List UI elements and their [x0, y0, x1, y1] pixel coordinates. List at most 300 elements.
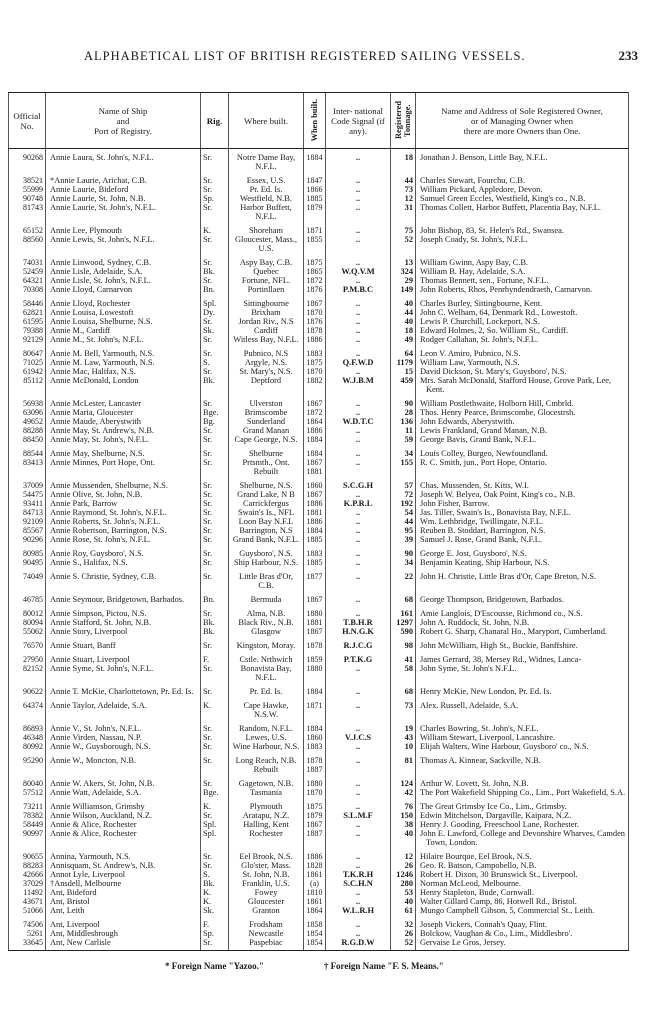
owner-cell — [416, 408, 629, 417]
code-signal-cell — [326, 394, 391, 408]
ship-name-cell — [46, 733, 201, 742]
year-built: 1867 — [306, 627, 323, 636]
year-built-cell — [304, 194, 326, 203]
where-built: Kingston, Moray. — [236, 641, 296, 650]
official-no: 80985 — [23, 549, 43, 558]
code-signal: W.L.R.H — [341, 906, 375, 915]
rig-cell — [201, 774, 229, 788]
official-no-cell — [9, 915, 46, 929]
official-no: 88544 — [23, 449, 43, 458]
code-signal: .. — [355, 802, 361, 811]
where-built-cell — [229, 317, 304, 326]
official-no: 42666 — [23, 870, 43, 879]
year-built: 1886 — [306, 517, 323, 526]
table-row — [9, 185, 629, 194]
owner-cell — [416, 367, 629, 376]
where-built-cell — [229, 171, 304, 185]
table-row — [9, 929, 629, 938]
ship-name: Annie Lisle, Adelaide, S.A. — [50, 267, 143, 276]
year-built: 1885 — [306, 194, 323, 203]
rig: Sr. — [203, 852, 213, 861]
owner-cell — [416, 294, 629, 308]
owner: Charles Bowring, St. John's, N.F.L. — [420, 724, 539, 733]
code-signal-cell — [326, 938, 391, 951]
table-row — [9, 253, 629, 267]
where-built-cell — [229, 774, 304, 788]
where-built: Paspebiac — [249, 938, 283, 947]
official-no-cell — [9, 627, 46, 636]
owner: Joseph Vickers, Connah's Quay, Flint. — [420, 920, 548, 929]
official-no: 61942 — [23, 367, 43, 376]
ship-name-cell — [46, 171, 201, 185]
year-built: 1881 — [306, 618, 323, 627]
rig: Bge. — [203, 788, 219, 797]
code-signal-cell — [326, 444, 391, 458]
rig: Bk. — [203, 267, 215, 276]
code-signal-cell — [326, 285, 391, 294]
owner-cell — [416, 742, 629, 751]
tonnage: 40 — [404, 317, 413, 326]
tonnage-cell — [391, 508, 416, 517]
official-no-cell — [9, 367, 46, 376]
ship-name: *Annie Laurie, Arichat, C.B. — [50, 176, 147, 185]
where-built-cell — [229, 253, 304, 267]
rig: Sr. — [203, 399, 213, 408]
ship-name-cell — [46, 358, 201, 367]
year-built-cell — [304, 861, 326, 870]
tonnage-cell — [391, 426, 416, 435]
where-built-cell — [229, 149, 304, 172]
footnotes — [8, 961, 628, 971]
year-built: 1855 — [306, 235, 323, 244]
year-built: 1872 — [306, 408, 323, 417]
owner-cell — [416, 535, 629, 544]
tonnage-cell — [391, 627, 416, 636]
rig: K. — [203, 802, 212, 811]
owner-cell — [416, 797, 629, 811]
owner: Henry J. Gooding, Freeschool Lane, Rochester. — [420, 820, 579, 829]
rig: Sr. — [203, 742, 213, 751]
official-no: 95290 — [23, 756, 43, 765]
ship-name-cell — [46, 636, 201, 650]
tonnage-cell — [391, 203, 416, 221]
where-built: Portinllaen — [247, 285, 285, 294]
owner: Chas. Mussenden, St. Kitts, W.I. — [420, 481, 529, 490]
where-built-cell — [229, 847, 304, 861]
official-no: 65152 — [23, 226, 43, 235]
where-built-cell — [229, 861, 304, 870]
year-built-cell — [304, 276, 326, 285]
footnote-star: * Foreign Name "Yazoo." — [165, 961, 264, 971]
year-built: 1886 — [306, 852, 323, 861]
year-built: 1864 — [306, 417, 323, 426]
rig-cell — [201, 590, 229, 604]
ship-name-cell — [46, 558, 201, 567]
rig: Sr. — [203, 641, 213, 650]
year-built-cell — [304, 267, 326, 276]
code-signal: S.C.G.H — [342, 481, 374, 490]
code-signal-cell — [326, 276, 391, 285]
where-built: Black Riv., N.B. — [238, 618, 294, 627]
official-no: 88560 — [23, 235, 43, 244]
year-built-cell — [304, 149, 326, 172]
official-no: 85567 — [23, 526, 43, 535]
tonnage: 52 — [404, 938, 413, 947]
where-built: Swain's Is., NFL — [238, 508, 294, 517]
rig-cell — [201, 171, 229, 185]
ship-name-cell — [46, 435, 201, 444]
official-no-cell — [9, 417, 46, 426]
owner: Henry Stapleton, Bude, Cornwall. — [420, 888, 534, 897]
tonnage: 72 — [404, 490, 413, 499]
ship-name-cell — [46, 829, 201, 847]
rig-cell — [201, 897, 229, 906]
where-built: Bermuda — [250, 595, 282, 604]
owner: Samuel Green Eccles, Westfield, King's co., N.B. — [420, 194, 586, 203]
ship-name: Annie May, Shelburne, N.S. — [50, 449, 145, 458]
year-built: 1858 — [306, 920, 323, 929]
rig: Sr. — [203, 481, 213, 490]
table-row — [9, 636, 629, 650]
tonnage: 28 — [404, 408, 413, 417]
year-built-cell — [304, 938, 326, 951]
where-built-cell — [229, 499, 304, 508]
page-title: ALPHABETICAL LIST OF BRITISH REGISTERED SAILING VESSELS. — [84, 49, 526, 63]
official-no-cell — [9, 847, 46, 861]
year-built-cell — [304, 221, 326, 235]
ship-name: Annie Stuart, Banff — [50, 641, 116, 650]
year-built: 1865 — [306, 267, 323, 276]
code-signal-cell — [326, 294, 391, 308]
rig: Sr. — [203, 349, 213, 358]
where-built: Glo'ster, Mass. — [241, 861, 291, 870]
tonnage: 44 — [404, 517, 413, 526]
owner: James Gerrard, 38, Mersey Rd., Widnes, Lanca- — [420, 655, 582, 664]
official-no-cell — [9, 171, 46, 185]
year-built-cell — [304, 719, 326, 733]
rig: Sr. — [203, 335, 213, 344]
rig-cell — [201, 788, 229, 797]
year-built: 1886 — [306, 499, 323, 508]
official-no-cell — [9, 476, 46, 490]
code-signal: R.G.D.W — [341, 938, 375, 947]
table-row — [9, 696, 629, 719]
rig-cell — [201, 829, 229, 847]
ship-name-cell — [46, 664, 201, 682]
code-signal: .. — [355, 788, 361, 797]
where-built-cell — [229, 458, 304, 476]
col-when-label: When built. — [310, 99, 319, 142]
rig-cell — [201, 915, 229, 929]
rig: Sr. — [203, 733, 213, 742]
tonnage-cell — [391, 358, 416, 367]
official-no-cell — [9, 308, 46, 317]
ship-name: Annie Lisle, St. John's, N.F.L. — [50, 276, 151, 285]
table-row — [9, 664, 629, 682]
ship-name: Annie M. Bell, Yarmouth, N.S. — [50, 349, 155, 358]
year-built: 1885 — [306, 535, 323, 544]
tonnage: 10 — [404, 742, 413, 751]
tonnage: 18 — [404, 326, 413, 335]
where-built-cell — [229, 696, 304, 719]
where-built: Granton — [252, 906, 280, 915]
ship-name-cell — [46, 417, 201, 426]
rig-cell — [201, 376, 229, 394]
code-signal-cell — [326, 915, 391, 929]
owner: Lewis Frankland, Grand Manan, N.B. — [420, 426, 547, 435]
where-built-cell — [229, 508, 304, 517]
owner: William Postlethwaite, Holborn Hill, Cmbrld. — [420, 399, 574, 408]
table-row — [9, 367, 629, 376]
rig-cell — [201, 544, 229, 558]
rig: Bn. — [203, 285, 215, 294]
official-no-cell — [9, 696, 46, 719]
tonnage-cell — [391, 276, 416, 285]
official-no-cell — [9, 490, 46, 499]
where-built-cell — [229, 558, 304, 567]
tonnage: 34 — [404, 558, 413, 567]
official-no: 88283 — [23, 861, 43, 870]
code-signal-cell — [326, 526, 391, 535]
tonnage: 54 — [404, 508, 413, 517]
official-no-cell — [9, 664, 46, 682]
tonnage: 155 — [400, 458, 413, 467]
where-built: Rochester — [249, 829, 283, 838]
tonnage-cell — [391, 476, 416, 490]
code-signal: .. — [355, 308, 361, 317]
where-built-cell — [229, 235, 304, 253]
code-signal-cell — [326, 650, 391, 664]
year-built-cell — [304, 682, 326, 696]
year-built-cell — [304, 897, 326, 906]
where-built: Cstle. Nrthwich — [239, 655, 293, 664]
rig-cell — [201, 751, 229, 774]
where-built-cell — [229, 682, 304, 696]
year-built-cell — [304, 344, 326, 358]
rig: S. — [203, 870, 210, 879]
official-no-cell — [9, 861, 46, 870]
code-signal-cell — [326, 861, 391, 870]
owner: Mrs. Sarah McDonald, Stafford House, Grove Park, Lee, Kent. — [420, 376, 612, 394]
where-built: Witless Bay, N.F.L. — [233, 335, 299, 344]
table-row — [9, 820, 629, 829]
year-built: 1867 — [306, 820, 323, 829]
year-built-cell — [304, 171, 326, 185]
rig: Sr. — [203, 779, 213, 788]
tonnage-cell — [391, 906, 416, 915]
table-row — [9, 408, 629, 417]
where-built-cell — [229, 906, 304, 915]
tonnage-cell — [391, 185, 416, 194]
rig: F. — [203, 920, 210, 929]
official-no-cell — [9, 719, 46, 733]
ship-name: Annie Laura, St. John's, N.F.L. — [50, 153, 154, 162]
tonnage-cell — [391, 171, 416, 185]
ship-name-cell — [46, 326, 201, 335]
official-no-cell — [9, 879, 46, 888]
table-row — [9, 376, 629, 394]
tonnage: 59 — [404, 435, 413, 444]
official-no-cell — [9, 733, 46, 742]
code-signal-cell — [326, 696, 391, 719]
code-signal: .. — [355, 194, 361, 203]
owner-cell — [416, 567, 629, 590]
rig: Bk. — [203, 376, 215, 385]
ship-name-cell — [46, 719, 201, 733]
owner: George Thompson, Bridgetown, Barbados. — [420, 595, 564, 604]
where-built: Grand Manan — [242, 426, 290, 435]
ship-name: Annot Lyle, Liverpool — [50, 870, 126, 879]
rig-cell — [201, 636, 229, 650]
ship-name-cell — [46, 308, 201, 317]
code-signal: .. — [355, 852, 361, 861]
rig: Bk. — [203, 627, 215, 636]
owner-cell — [416, 435, 629, 444]
code-signal-cell — [326, 897, 391, 906]
where-built: Newcastle — [248, 929, 284, 938]
ship-name: Annie Lewis, St. John's, N.F.L. — [50, 235, 155, 244]
code-signal: .. — [355, 508, 361, 517]
official-no-cell — [9, 508, 46, 517]
table-row — [9, 326, 629, 335]
table-row — [9, 335, 629, 344]
tonnage: 15 — [404, 367, 413, 376]
ship-name-cell — [46, 408, 201, 417]
code-signal: .. — [355, 449, 361, 458]
code-signal-cell — [326, 326, 391, 335]
table-row — [9, 308, 629, 317]
col-name-line: and — [116, 115, 130, 126]
where-built: Cardiff — [253, 326, 279, 335]
owner-cell — [416, 526, 629, 535]
year-built: 1859 — [306, 655, 323, 664]
tonnage: 43 — [404, 733, 413, 742]
official-no: 79388 — [23, 326, 43, 335]
owner-cell — [416, 696, 629, 719]
where-built-cell — [229, 535, 304, 544]
rig: K. — [203, 226, 212, 235]
ship-name-cell — [46, 526, 201, 535]
official-no: 54475 — [23, 490, 43, 499]
year-built-cell — [304, 517, 326, 526]
owner-cell — [416, 929, 629, 938]
code-signal: .. — [355, 888, 361, 897]
tonnage: 44 — [404, 308, 413, 317]
rig-cell — [201, 203, 229, 221]
owner: Louis Colley, Burgeo, Newfoundland. — [420, 449, 548, 458]
where-built-cell — [229, 426, 304, 435]
where-built: Pubnico, N.S — [243, 349, 289, 358]
owner-cell — [416, 508, 629, 517]
tonnage: 124 — [400, 779, 413, 788]
rig: Sr. — [203, 938, 213, 947]
year-built: 1883 — [306, 742, 323, 751]
year-built: 1882 — [306, 376, 323, 385]
owner: R. C. Smith, jun., Port Hope, Ontario. — [420, 458, 547, 467]
owner: John Fisher, Barrow. — [420, 499, 490, 508]
official-no: 80094 — [23, 618, 43, 627]
ship-name-cell — [46, 650, 201, 664]
page-body — [8, 92, 628, 971]
ship-name: Annie Lloyd, Rochester — [50, 299, 131, 308]
tonnage: 459 — [400, 376, 413, 385]
ship-name: Annie Mussenden, Shelburne, N.S. — [50, 481, 168, 490]
code-signal-cell — [326, 682, 391, 696]
rig: Sr. — [203, 687, 213, 696]
where-built-cell — [229, 444, 304, 458]
year-built-cell — [304, 490, 326, 499]
table-row — [9, 235, 629, 253]
year-built: 1872 — [306, 276, 323, 285]
owner: John Bishop, 83, St. Helen's Rd., Swansea. — [420, 226, 564, 235]
ship-name-cell — [46, 185, 201, 194]
ship-name-cell — [46, 235, 201, 253]
ship-name: Ant, Liverpool — [50, 920, 100, 929]
code-signal: .. — [355, 724, 361, 733]
ship-name: Annie Simpson, Pictou, N.S. — [50, 609, 147, 618]
rig: Sp. — [203, 929, 214, 938]
year-built: 1886 — [306, 426, 323, 435]
ship-name-cell — [46, 567, 201, 590]
ship-name-cell — [46, 915, 201, 929]
code-signal-cell — [326, 194, 391, 203]
table-row — [9, 149, 629, 172]
owner: The Port Wakefield Shipping Co., Lim., Port Wakefield, S.A. — [420, 788, 626, 797]
rig: Sr. — [203, 499, 213, 508]
official-no-cell — [9, 285, 46, 294]
tonnage: 31 — [404, 203, 413, 212]
owner: Thomas Bennett, sen., Fortune, N.F.L. — [420, 276, 549, 285]
official-no: 90997 — [23, 829, 43, 838]
ship-name: Annie Wilson, Auckland, N.Z. — [50, 811, 153, 820]
year-built: 1880 — [306, 779, 323, 788]
official-no-cell — [9, 326, 46, 335]
where-built-cell — [229, 435, 304, 444]
tonnage: 57 — [404, 481, 413, 490]
rig: Sk. — [203, 906, 214, 915]
where-built-cell — [229, 650, 304, 664]
tonnage-cell — [391, 861, 416, 870]
official-no-cell — [9, 435, 46, 444]
where-built: Deptford — [250, 376, 282, 385]
year-built-cell — [304, 788, 326, 797]
official-no: 11492 — [23, 888, 43, 897]
owner-cell — [416, 820, 629, 829]
owner: John Syme, St. John's N.F.L. — [420, 664, 517, 673]
official-no-cell — [9, 203, 46, 221]
table-row — [9, 774, 629, 788]
where-built-cell — [229, 604, 304, 618]
tonnage-cell — [391, 636, 416, 650]
where-built: Plymouth — [249, 802, 283, 811]
tonnage-cell — [391, 774, 416, 788]
official-no: 76570 — [23, 641, 43, 650]
table-row — [9, 788, 629, 797]
official-no: 74031 — [23, 258, 43, 267]
owner: Rodger Callahan, St. John's, N.F.L. — [420, 335, 539, 344]
year-built: 1861 — [306, 897, 323, 906]
owner: Geo. R. Batson, Campobello, N.B. — [420, 861, 537, 870]
code-signal-cell — [326, 417, 391, 426]
code-signal-cell — [326, 719, 391, 733]
table-row — [9, 444, 629, 458]
code-signal: .. — [355, 820, 361, 829]
year-built: 1884 — [306, 724, 323, 733]
rig-cell — [201, 567, 229, 590]
official-no: 84713 — [23, 508, 43, 517]
rig-cell — [201, 797, 229, 811]
ship-name: Annie T. McKie, Charlottetown, Pr. Ed. Is. — [50, 687, 194, 696]
